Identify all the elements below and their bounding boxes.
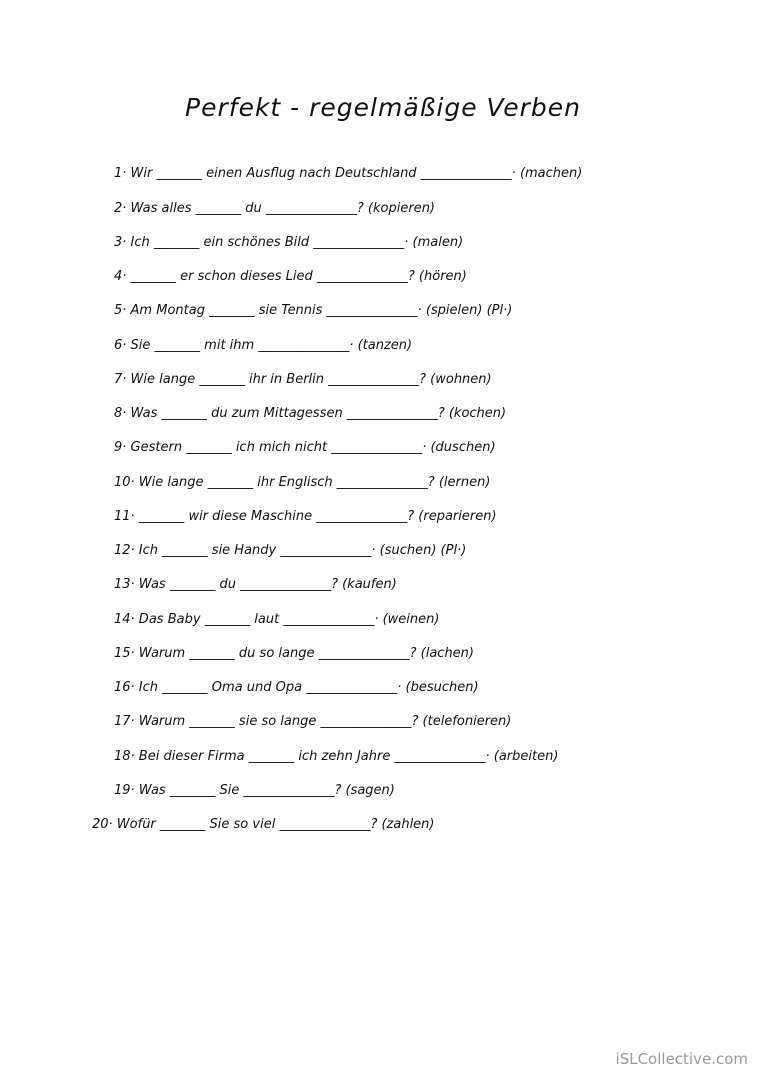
watermark: iSLCollective.com (615, 1050, 748, 1068)
exercise-item-15: 15· Warum _______ du so lange ______________? (lachen) (114, 646, 474, 661)
exercise-item-10: 10· Wie lange _______ ihr Englisch ______________? (lernen) (114, 475, 491, 490)
exercise-item-11: 11· _______ wir diese Maschine ______________? (reparieren) (114, 509, 497, 524)
exercise-item-1: 1· Wir _______ einen Ausflug nach Deutschland ______________· (machen) (114, 166, 583, 181)
exercise-item-14: 14· Das Baby _______ laut ______________· (weinen) (114, 612, 440, 627)
worksheet-title: Perfekt - regelmäßige Verben (185, 93, 581, 122)
exercise-item-12: 12· Ich _______ sie Handy ______________· (suchen) (Pl·) (114, 543, 467, 558)
exercise-item-8: 8· Was _______ du zum Mittagessen ______________? (kochen) (114, 406, 507, 421)
exercise-item-5: 5· Am Montag _______ sie Tennis ______________· (spielen) (Pl·) (114, 303, 513, 318)
exercise-item-19: 19· Was _______ Sie ______________? (sagen) (114, 783, 395, 798)
exercise-item-17: 17· Warum _______ sie so lange ______________? (telefonieren) (114, 714, 512, 729)
exercise-item-13: 13· Was _______ du ______________? (kaufen) (114, 577, 397, 592)
exercise-item-18: 18· Bei dieser Firma _______ ich zehn Jahre ______________· (arbeiten) (114, 749, 559, 764)
exercise-item-6: 6· Sie _______ mit ihm ______________· (tanzen) (114, 338, 413, 353)
exercise-item-16: 16· Ich _______ Oma und Opa ______________· (besuchen) (114, 680, 479, 695)
exercise-item-9: 9· Gestern _______ ich mich nicht ______________· (duschen) (114, 440, 496, 455)
exercise-item-3: 3· Ich _______ ein schönes Bild ______________· (malen) (114, 235, 464, 250)
exercise-item-2: 2· Was alles _______ du ______________? (kopieren) (114, 201, 436, 216)
exercise-item-20: 20· Wofür _______ Sie so viel ______________? (zahlen) (92, 817, 435, 832)
exercise-item-4: 4· _______ er schon dieses Lied ______________? (hören) (114, 269, 467, 284)
exercise-item-7: 7· Wie lange _______ ihr in Berlin ______________? (wohnen) (114, 372, 492, 387)
